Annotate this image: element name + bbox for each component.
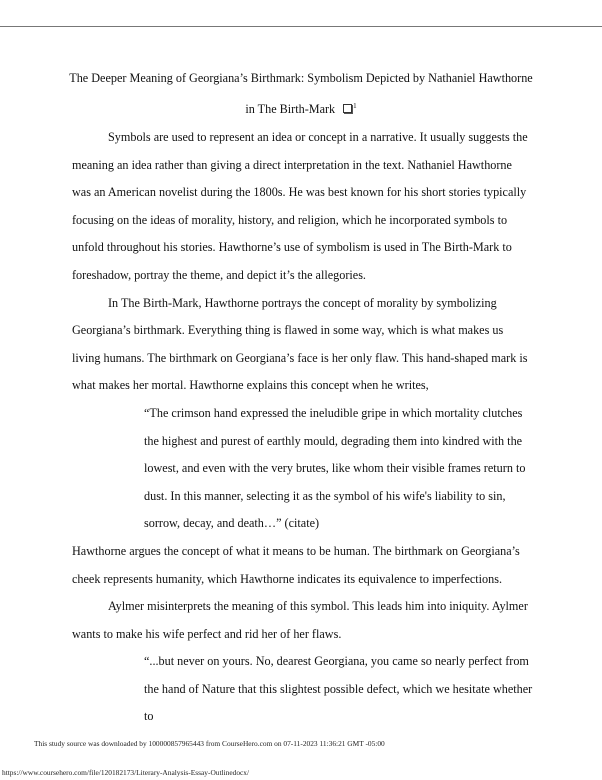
paragraph-humanity: Hawthorne argues the concept of what it means to be human. The birthmark on Georgiana’s cheek represents humanity, which Hawthorne indicates its equivalence to imperfections. [72,543,520,586]
essay-title-line-2-text: in The Birth-Mark [245,102,336,116]
essay-title-line-2 [0,98,602,117]
essay-body [72,124,533,731]
header-rule [0,26,602,27]
essay-title-line-1: The Deeper Meaning of Georgiana’s Birthmark: Symbolism Depicted by Nathaniel Hawthorne [69,71,533,85]
source-url-link[interactable]: https://www.coursehero.com/file/120182173/Literary-Analysis-Essay-Outlinedocx/ [2,768,250,777]
download-notice: This study source was downloaded by 100000857965443 from CourseHero.com on 07-11-2023 11:36:21 GMT -05:00 [34,739,385,748]
footnote-mark: 1 [353,102,357,110]
block-quote-crimson-hand: “The crimson hand expressed the ineludible gripe in which mortality clutches the highest and purest of earthly mould, degrading them into kindred with the lowest, and even with the very brutes, like whom their visible frames return to dust. In this manner, selecting it as the symbol of his wife's liability to sin, sorrow, decay, and death…” (citate) [144,405,526,531]
block-quote-dearest-georgiana: “...but never on yours. No, dearest Georgiana, you came so nearly perfect from the hand of Nature that this slightest possible defect, which we hesitate whether to [144,654,533,724]
paragraph-intro: Symbols are used to represent an idea or concept in a narrative. It usually suggests the meaning an idea rather than giving a direct interpretation in the text. Nathaniel Hawthorne was an American novelist during the 1800s. He was best known for his short stories typically focusing on the ideas of morality, history, and religion, which he incorporated symbols to unfold throughout his stories. Hawthorne’s use of symbolism is used in The Birth-Mark to foreshadow, portray the theme, and depict it’s the allegories. [72,130,528,282]
comment-box-icon [343,104,352,113]
paragraph-morality: In The Birth-Mark, Hawthorne portrays the concept of morality by symbolizing Georgiana’s birthmark. Everything thing is flawed in some way, which is what makes us living humans. The birthmark on Georgiana’s face is her only flaw. This hand-shaped mark is what makes her mortal. Hawthorne explains this concept when he writes, [72,295,528,393]
paragraph-aylmer: Aylmer misinterprets the meaning of this symbol. This leads him into iniquity. Aylmer wants to make his wife perfect and rid her of her flaws. [72,599,528,641]
